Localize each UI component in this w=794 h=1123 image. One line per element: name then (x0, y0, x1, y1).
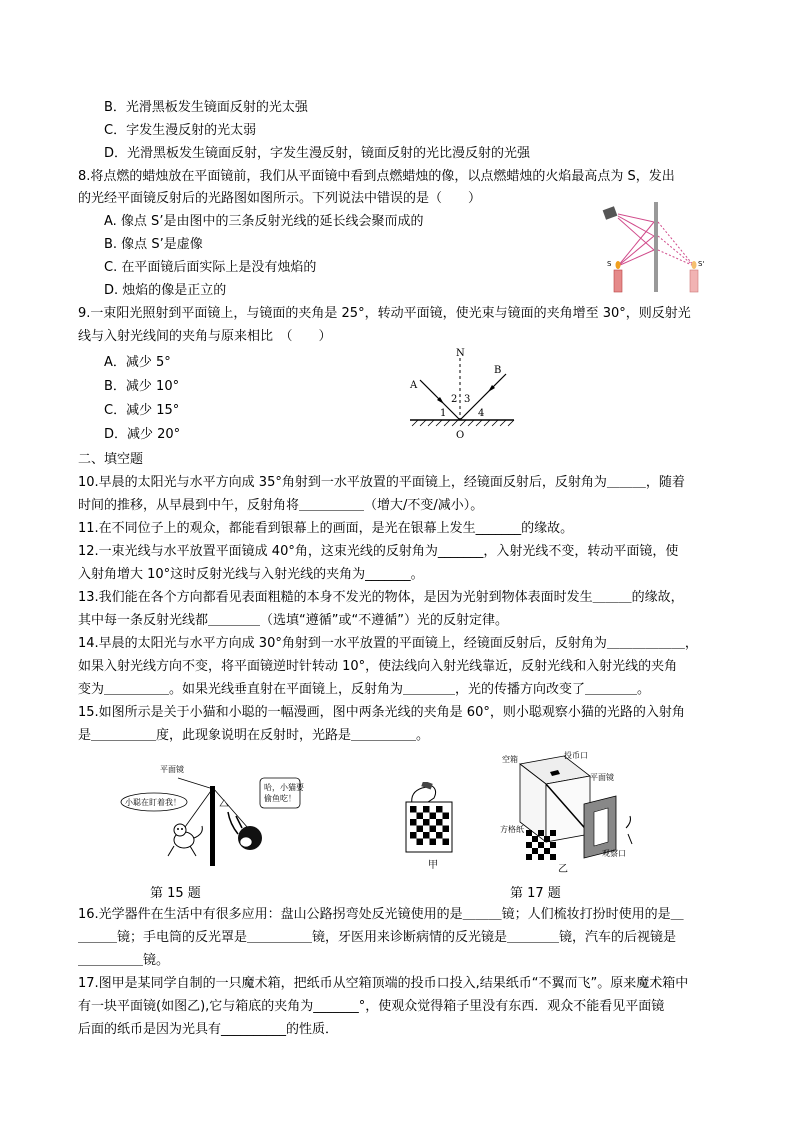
incident-ray (618, 236, 654, 266)
q8-option-d: D. 烛焰的像是正立的 (104, 283, 227, 298)
reflected-ray (618, 218, 654, 250)
q13-line2: 其中每一条反射光线都＿＿＿＿（选填“遵循”或“不遵循”）光的反射定律。 (78, 613, 508, 628)
q9-stem-line1: 9.一束阳光照射到平面镜上，与镜面的夹角是 25°，转动平面镜，使光束与镜面的夹角增至 30°，则反射光 (78, 306, 691, 321)
q9-option-b: B．减少 10° (104, 379, 180, 394)
hand-icon (412, 782, 436, 804)
wall-mirror-post (210, 786, 215, 866)
q15-line2: 是＿＿＿＿＿度，此现象说明在反射时，光路是＿＿＿＿＿。 (78, 728, 430, 743)
angle-2-label: 2 (451, 394, 458, 405)
q12-line1: 12.一束光线与水平放置平面镜成 40°角，这束光线的反射角为_______，入射光线不变，转动平面镜，使 (78, 544, 679, 559)
q7-option-c: C．字发生漫反射的光太弱 (104, 123, 257, 138)
bubble-right-text-2: 偷鱼吃！ (264, 794, 296, 803)
section-heading: 二、填空题 (78, 452, 144, 467)
q9-stem-line2: 线与入射光线间的夹角与原来相比 （ ） (78, 329, 332, 344)
boy-figure (228, 812, 262, 850)
q8-option-a: A. 像点 S’是由图中的三条反射光线的延长线会聚而成的 (104, 214, 424, 229)
flame-image (692, 261, 697, 269)
label-fanggezhi: 方格纸 (500, 825, 524, 834)
transparent-box (520, 756, 590, 842)
mirror-pointer (178, 778, 210, 788)
virtual-ray (658, 250, 694, 266)
label-toubikou: 投币口 (564, 751, 588, 760)
label-o: O (456, 430, 465, 441)
q14-line3: 变为＿＿＿＿＿。如果光线垂直射在平面镜上，反射角为＿＿＿＿，光的传播方向改变了＿＿＿＿。 (78, 682, 651, 697)
q14-line2: 如果入射光线方向不变，将平面镜逆时针转动 10°，使法线向入射光线靠近，反射光线和入射光线的夹角 (78, 659, 678, 674)
q7-option-d: D．光滑黑板发生镜面反射，字发生漫反射，镜面反射的光比漫反射的光强 (104, 146, 531, 161)
fig17-yi (498, 750, 648, 876)
fig17-caption: 第 17 题 (510, 886, 561, 901)
mirror-hatching (412, 420, 514, 426)
q9-option-a: A．减少 5° (104, 355, 171, 370)
q14-line1: 14.早晨的太阳光与水平方向成 30°角射到一水平放置的平面镜上，经镜面反射后，反射角为＿＿＿＿＿＿， (78, 636, 698, 651)
candle (614, 270, 622, 292)
q8-option-c: C. 在平面镜后面实际上是没有烛焰的 (104, 260, 317, 275)
checker-pattern (526, 830, 556, 860)
q8-stem-line2: 的光经平面镜反射后的光路图如图所示。下列说法中错误的是（ ） (78, 191, 482, 206)
mirror-label: 平面镜 (160, 765, 184, 774)
virtual-ray (658, 222, 694, 266)
flame (616, 261, 621, 269)
q17-line3: 后面的纸币是因为光具有__________的性质． (78, 1022, 339, 1037)
label-pingmianjing: 平面镜 (590, 773, 614, 782)
incident-ray (618, 250, 654, 266)
angle-4-label: 4 (478, 408, 485, 419)
fish-icon (220, 800, 228, 806)
label-guanchakou: 观察口 (602, 849, 626, 858)
q11-line1: 11.在不同位子上的观众，都能看到银幕上的画面，是光在银幕上发生_______的缘故。 (78, 521, 574, 536)
bubble-left-text: 小聪在盯着我！ (125, 798, 181, 807)
q8-option-b: B. 像点 S’是虚像 (104, 237, 203, 252)
q16-line1: 16.光学器件在生活中有很多应用：盘山公路拐弯处反光镜使用的是＿＿＿镜；人们梳妆打扮时使用的是＿ (78, 907, 684, 922)
candle-image (690, 270, 698, 292)
q8-mirror-figure (598, 200, 723, 296)
label-s-prime: S' (698, 260, 705, 268)
angle-3-label: 3 (464, 394, 471, 405)
q10-line2: 时间的推移，从早晨到中午，反射角将＿＿＿＿＿（增大/不变/减小）。 (78, 498, 484, 513)
label-kongxiang: 空箱 (502, 755, 518, 764)
label-yi: 乙 (558, 864, 568, 875)
label-a: A (410, 380, 418, 391)
q12-line2: 入射角增大 10°这时反射光线与入射光线的夹角为_______。 (78, 567, 424, 582)
q7-option-b: B．光滑黑板发生镜面反射的光太强 (104, 100, 308, 115)
fig17-jia (398, 782, 468, 872)
q15-line1: 15.如图所示是关于小猫和小聪的一幅漫画，图中两条光线的夹角是 60°，则小聪观察小猫的光路的入射角 (78, 705, 685, 720)
q9-option-c: C．减少 15° (104, 403, 180, 418)
angle-1-label: 1 (440, 408, 447, 419)
q16-line2: ＿＿＿镜；手电筒的反光罩是＿＿＿＿＿镜，牙医用来诊断病情的反光镜是＿＿＿＿镜，汽车的后视镜是 (78, 930, 677, 945)
reflected-ray (618, 214, 654, 222)
q10-line1: 10.早晨的太阳光与水平方向成 35°角射到一水平放置的平面镜上，经镜面反射后，反射角为＿＿＿，随着 (78, 475, 685, 490)
q17-line1: 17.图甲是某同学自制的一只魔术箱，把纸币从空箱顶端的投币口投入,结果纸币“不翼而飞”。原来魔术箱中 (78, 976, 689, 991)
fig15-caption: 第 15 题 (150, 886, 201, 901)
q17-line2: 有一块平面镜(如图乙),它与箱底的夹角为_______°，使观众觉得箱子里没有东西．观众不能看见平面镜 (78, 999, 665, 1014)
q16-line3: ＿＿＿＿＿镜。 (78, 953, 170, 968)
label-n: N (456, 348, 465, 359)
label-s: S (607, 260, 612, 268)
cat-figure (168, 824, 202, 856)
virtual-ray (658, 236, 694, 266)
label-jia: 甲 (428, 860, 438, 871)
q8-stem-line1: 8.将点燃的蜡烛放在平面镜前，我们从平面镜中看到点燃蜡烛的像，以点燃蜡烛的火焰最高点为 S，发出 (78, 169, 675, 184)
reflected-ray (618, 216, 654, 236)
incident-ray (618, 222, 654, 266)
label-b: B (494, 365, 502, 376)
q9-option-d: D．减少 20° (104, 427, 181, 442)
q9-reflection-figure (402, 344, 522, 442)
q13-line1: 13.我们能在各个方向都看见表面粗糙的本身不发光的物体，是因为光射到物体表面时发生＿＿＿的缘故， (78, 590, 684, 605)
eye-icon (626, 816, 632, 844)
fig15-cartoon (118, 758, 324, 868)
bubble-right-text-1: 哈，小猫要 (264, 783, 304, 792)
eye-icon (603, 206, 618, 220)
